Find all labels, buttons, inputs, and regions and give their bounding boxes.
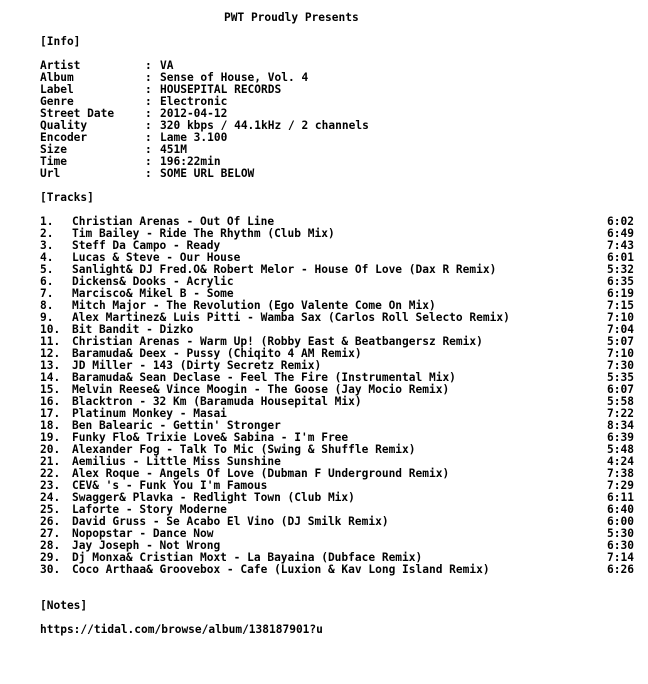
track-number: 22. — [40, 467, 61, 480]
info-key: Url — [40, 167, 61, 180]
track-title: David Gruss - Se Acabo El Vino (DJ Smilk Remix) — [72, 515, 389, 528]
track-title: Baramuda& Sean Declase - Feel The Fire (Instrumental Mix) — [72, 371, 456, 384]
track-duration: 7:10 — [607, 311, 634, 324]
track-title: Aemilius - Little Miss Sunshine — [72, 455, 281, 468]
info-value: 451M — [160, 143, 187, 156]
tracks-list — [40, 216, 640, 576]
info-key: Label — [40, 83, 74, 96]
track-number: 25. — [40, 503, 61, 516]
track-title: Christian Arenas - Out Of Line — [72, 215, 275, 228]
track-title: Christian Arenas - Warm Up! (Robby East & Beatbangersz Remix) — [72, 335, 483, 348]
track-number: 23. — [40, 479, 61, 492]
track-number: 6. — [40, 275, 54, 288]
track-number: 26. — [40, 515, 61, 528]
track-number: 24. — [40, 491, 61, 504]
track-title: Ben Balearic - Gettin' Stronger — [72, 419, 281, 432]
info-value: SOME URL BELOW — [160, 167, 255, 180]
info-separator: : — [145, 119, 152, 132]
info-separator: : — [145, 71, 152, 84]
track-number: 5. — [40, 263, 54, 276]
track-title: Tim Bailey - Ride The Rhythm (Club Mix) — [72, 227, 335, 240]
track-title: Alexander Fog - Talk To Mic (Swing & Shuffle Remix) — [72, 443, 416, 456]
track-title: Laforte - Story Moderne — [72, 503, 227, 516]
info-value: Electronic — [160, 95, 228, 108]
info-value: 2012-04-12 — [160, 107, 228, 120]
track-duration: 6:11 — [607, 491, 634, 504]
track-title: Baramuda& Deex - Pussy (Chiqito 4 AM Remix) — [72, 347, 362, 360]
info-separator: : — [145, 155, 152, 168]
track-duration: 7:43 — [607, 239, 634, 252]
track-number: 4. — [40, 251, 54, 264]
track-number: 21. — [40, 455, 61, 468]
track-number: 15. — [40, 383, 61, 396]
track-duration: 6:01 — [607, 251, 634, 264]
info-value: Lame 3.100 — [160, 131, 228, 144]
track-duration: 5:30 — [607, 527, 634, 540]
track-title: Dj Monxa& Cristian Moxt - La Bayaina (Dubface Remix) — [72, 551, 423, 564]
track-duration: 6:30 — [607, 539, 634, 552]
track-duration: 4:24 — [607, 455, 634, 468]
track-duration: 6:39 — [607, 431, 634, 444]
track-number: 1. — [40, 215, 54, 228]
track-title: Nopopstar - Dance Now — [72, 527, 214, 540]
track-duration: 5:58 — [607, 395, 634, 408]
track-duration: 6:00 — [607, 515, 634, 528]
track-title: Lucas & Steve - Our House — [72, 251, 241, 264]
track-title: Bit Bandit - Dizko — [72, 323, 194, 336]
track-duration: 6:49 — [607, 227, 634, 240]
track-title: Jay Joseph - Not Wrong — [72, 539, 221, 552]
track-title: Dickens& Dooks - Acrylic — [72, 275, 234, 288]
notes-url: https://tidal.com/browse/album/138187901?u — [40, 623, 323, 636]
track-duration: 5:07 — [607, 335, 634, 348]
track-duration: 5:32 — [607, 263, 634, 276]
track-number: 7. — [40, 287, 54, 300]
track-title: Marcisco& Mikel B - Some — [72, 287, 234, 300]
track-number: 18. — [40, 419, 61, 432]
info-value: 320 kbps / 44.1kHz / 2 channels — [160, 119, 369, 132]
info-key: Genre — [40, 95, 74, 108]
track-title: Alex Roque - Angels Of Love (Dubman F Underground Remix) — [72, 467, 450, 480]
track-number: 3. — [40, 239, 54, 252]
info-separator: : — [145, 59, 152, 72]
track-title: JD Miller - 143 (Dirty Secretz Remix) — [72, 359, 322, 372]
track-number: 19. — [40, 431, 61, 444]
info-key: Size — [40, 143, 67, 156]
info-separator: : — [145, 95, 152, 108]
info-key: Time — [40, 155, 67, 168]
track-title: Funky Flo& Trixie Love& Sabina - I'm Free — [72, 431, 349, 444]
track-duration: 7:15 — [607, 299, 634, 312]
track-duration: 7:04 — [607, 323, 634, 336]
track-number: 10. — [40, 323, 61, 336]
track-number: 2. — [40, 227, 54, 240]
track-number: 16. — [40, 395, 61, 408]
track-row — [40, 564, 640, 576]
info-key: Artist — [40, 59, 81, 72]
track-number: 14. — [40, 371, 61, 384]
track-number: 28. — [40, 539, 61, 552]
track-title: Platinum Monkey - Masai — [72, 407, 227, 420]
track-number: 9. — [40, 311, 54, 324]
page-title: PWT Proudly Presents — [224, 11, 359, 24]
track-number: 29. — [40, 551, 61, 564]
tracks-heading: [Tracks] — [40, 191, 94, 204]
track-duration: 7:22 — [607, 407, 634, 420]
info-separator: : — [145, 131, 152, 144]
track-duration: 5:35 — [607, 371, 634, 384]
info-separator: : — [145, 107, 152, 120]
info-key: Encoder — [40, 131, 88, 144]
track-duration: 6:40 — [607, 503, 634, 516]
track-duration: 6:35 — [607, 275, 634, 288]
track-title: Blacktron - 32 Km (Baramuda Housepital Mix) — [72, 395, 362, 408]
track-title: Sanlight& DJ Fred.O& Robert Melor - House Of Love (Dax R Remix) — [72, 263, 497, 276]
info-separator: : — [145, 167, 152, 180]
track-number: 8. — [40, 299, 54, 312]
info-value: Sense of House, Vol. 4 — [160, 71, 309, 84]
track-number: 20. — [40, 443, 61, 456]
track-title: CEV& 's - Funk You I'm Famous — [72, 479, 268, 492]
track-number: 27. — [40, 527, 61, 540]
notes-heading: [Notes] — [40, 599, 88, 612]
track-title: Steff Da Campo - Ready — [72, 239, 221, 252]
info-separator: : — [145, 83, 152, 96]
info-key: Album — [40, 71, 74, 84]
track-duration: 6:02 — [607, 215, 634, 228]
track-duration: 7:30 — [607, 359, 634, 372]
track-duration: 6:26 — [607, 563, 634, 576]
info-value: VA — [160, 59, 174, 72]
info-key: Quality — [40, 119, 88, 132]
track-duration: 8:34 — [607, 419, 634, 432]
track-title: Coco Arthaa& Groovebox - Cafe (Luxion & Kav Long Island Remix) — [72, 563, 490, 576]
track-number: 17. — [40, 407, 61, 420]
track-duration: 6:07 — [607, 383, 634, 396]
track-title: Swagger& Plavka - Redlight Town (Club Mix) — [72, 491, 355, 504]
track-duration: 7:29 — [607, 479, 634, 492]
track-duration: 7:10 — [607, 347, 634, 360]
track-duration: 5:48 — [607, 443, 634, 456]
track-number: 12. — [40, 347, 61, 360]
info-value: HOUSEPITAL RECORDS — [160, 83, 282, 96]
track-duration: 7:14 — [607, 551, 634, 564]
track-duration: 6:19 — [607, 287, 634, 300]
track-number: 11. — [40, 335, 61, 348]
track-duration: 7:38 — [607, 467, 634, 480]
info-value: 196:22min — [160, 155, 221, 168]
track-number: 30. — [40, 563, 61, 576]
info-heading: [Info] — [40, 35, 81, 48]
track-title: Melvin Reese& Vince Moogin - The Goose (Jay Mocio Remix) — [72, 383, 450, 396]
track-title: Alex Martinez& Luis Pitti - Wamba Sax (Carlos Roll Selecto Remix) — [72, 311, 510, 324]
info-key: Street Date — [40, 107, 115, 120]
track-title: Mitch Major - The Revolution (Ego Valente Come On Mix) — [72, 299, 436, 312]
info-separator: : — [145, 143, 152, 156]
track-number: 13. — [40, 359, 61, 372]
